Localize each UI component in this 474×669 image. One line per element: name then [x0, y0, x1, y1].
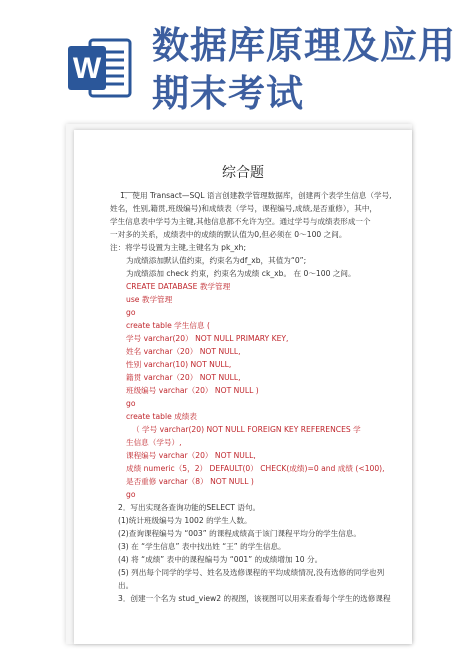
document-line: 1．使用 Transact—SQL 语言创建教学管理数据库，创建两个表学生信息（学号, — [120, 191, 392, 200]
document-heading: 综合题 — [222, 165, 264, 181]
word-document-icon — [66, 34, 134, 102]
document-line: go — [126, 308, 136, 317]
document-line: 课程编号 varchar（20） NOT NULL, — [126, 451, 256, 460]
document-line: (3) 在 “学生信息” 表中找出姓 “王” 的学生信息。 — [118, 542, 286, 551]
document-line: 姓名，性别,籍贯,班级编号)和成绩表（学号，课程编号,成绩,是否重修），其中， — [110, 204, 378, 213]
document-line: 出。 — [118, 581, 134, 590]
document-line: 性别 varchar(10) NOT NULL, — [126, 360, 232, 369]
document-line: 学号 varchar(20） NOT NULL PRIMARY KEY, — [126, 334, 289, 343]
document-line: 成绩 numeric（5，2） DEFAULT(0） CHECK(成绩)=0 and 成绩 (<100), — [126, 464, 385, 473]
document-line: 是否重修 varchar（8） NOT NULL ) — [126, 477, 254, 486]
title-line-1: 数据库原理及应用 — [152, 24, 456, 67]
document-line: 为成绩添加 check 约束，约束名为成绩 ck_xb。 在 0～100 之间。 — [126, 269, 356, 278]
document-line: 3．创建一个名为 stud_view2 的视图，该视图可以用来查看每个学生的选修课程 — [118, 594, 391, 603]
document-line: go — [126, 399, 136, 408]
document-line: 为成绩添加默认值约束，约束名为df_xb，其值为“0”; — [126, 256, 307, 265]
document-line: create table 学生信息 ( — [126, 321, 210, 330]
document-line: 生信息（学号）, — [126, 438, 182, 447]
document-line: (4) 将 “成绩” 表中的课程编号为 “001” 的成绩增加 10 分。 — [118, 555, 323, 564]
document-line: (2)查询课程编号为 “003” 的课程成绩高于该门课程平均分的学生信息。 — [118, 529, 361, 538]
document-line: （ 学号 varchar(20) NOT NULL FOREIGN KEY REFERENCES 学 — [132, 425, 361, 434]
document-preview — [74, 130, 412, 644]
document-line: 学生信息表中学号为主键,其他信息都不允许为空。通过学号与成绩表形成一个 — [110, 217, 371, 226]
document-line: (5) 列出每个同学的学号、姓名及选修课程的平均成绩情况,没有选修的同学也列 — [118, 568, 385, 577]
document-line: (1)统计班级编号为 1002 的学生人数。 — [118, 516, 252, 525]
word-icon-letter: W — [72, 52, 102, 85]
document-line: use 教学管理 — [126, 295, 173, 304]
title-line-2: 期末考试 — [152, 72, 304, 115]
document-line: 姓名 varchar（20） NOT NULL, — [126, 347, 241, 356]
document-line: 2．写出实现各查询功能的SELECT 语句。 — [118, 503, 261, 512]
document-line: 籍贯 varchar（20） NOT NULL, — [126, 373, 241, 382]
document-line: 注：将学号设置为主键,主键名为 pk_xh; — [110, 243, 247, 252]
document-line: 一对多的关系，成绩表中的成绩的默认值为0,但必须在 0～100 之间。 — [110, 230, 347, 239]
document-line: go — [126, 490, 136, 499]
document-line: CREATE DATABASE 教学管理 — [126, 282, 231, 291]
document-line: create table 成绩表 — [126, 412, 197, 421]
page-title — [152, 22, 462, 118]
document-line: 班级编号 varchar（20） NOT NULL ) — [126, 386, 259, 395]
